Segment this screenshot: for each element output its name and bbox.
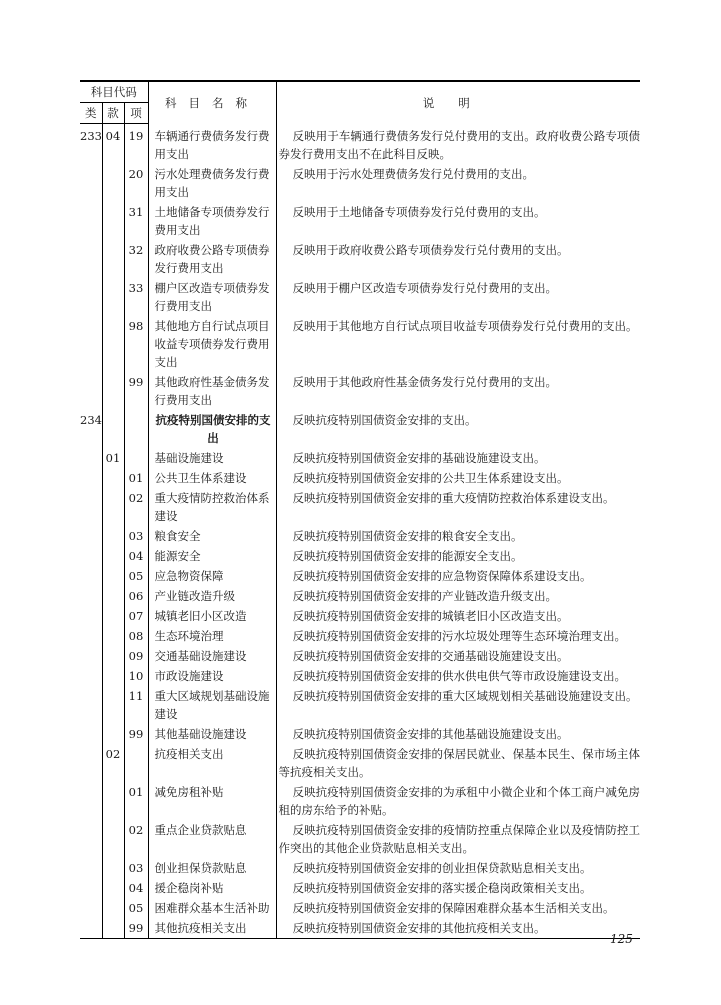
table-row bbox=[80, 820, 640, 858]
lei-code bbox=[80, 626, 102, 646]
subject-name-header: 科目名称 bbox=[148, 81, 276, 124]
subject-description: 反映抗疫特别国债资金安排的基础设施建设支出。 bbox=[292, 450, 546, 465]
kuan-code bbox=[102, 878, 124, 898]
subject-description: 反映抗疫特别国债资金安排的为承租中小微企业和个体工商户减免房租的房东给予的补贴。 bbox=[278, 784, 640, 817]
xiang-code: 01 bbox=[124, 468, 148, 488]
subject-description: 反映用于土地储备专项债券发行兑付费用的支出。 bbox=[292, 204, 546, 219]
table-row bbox=[80, 686, 640, 724]
subject-name: 基础设施建设 bbox=[148, 448, 276, 468]
xiang-code: 10 bbox=[124, 666, 148, 686]
lei-code bbox=[80, 448, 102, 468]
table-row bbox=[80, 744, 640, 782]
subject-description: 反映抗疫特别国债资金安排的支出。 bbox=[292, 412, 477, 427]
xiang-code: 19 bbox=[124, 124, 148, 164]
subject-name: 抗疫相关支出 bbox=[148, 744, 276, 782]
kuan-code bbox=[102, 546, 124, 566]
kuan-code bbox=[102, 782, 124, 820]
xiang-code: 31 bbox=[124, 202, 148, 240]
kuan-code: 04 bbox=[102, 124, 124, 164]
lei-code bbox=[80, 782, 102, 820]
subject-name: 城镇老旧小区改造 bbox=[148, 606, 276, 626]
lei-code bbox=[80, 546, 102, 566]
table-row bbox=[80, 448, 640, 468]
lei-code bbox=[80, 240, 102, 278]
table-row bbox=[80, 410, 640, 448]
lei-code bbox=[80, 744, 102, 782]
subject-name: 市政设施建设 bbox=[148, 666, 276, 686]
kuan-code: 01 bbox=[102, 448, 124, 468]
subject-description: 反映抗疫特别国债资金安排的粮食安全支出。 bbox=[292, 528, 523, 543]
table-row bbox=[80, 566, 640, 586]
subject-name: 公共卫生体系建设 bbox=[148, 468, 276, 488]
kuan-code bbox=[102, 586, 124, 606]
kuan-code bbox=[102, 606, 124, 626]
kuan-code bbox=[102, 278, 124, 316]
subject-name: 其他地方自行试点项目收益专项债券发行费用支出 bbox=[148, 316, 276, 372]
subject-name: 能源安全 bbox=[148, 546, 276, 566]
subject-description: 反映抗疫特别国债资金安排的重大疫情防控救治体系建设支出。 bbox=[292, 490, 615, 505]
kuan-header: 款 bbox=[102, 103, 124, 124]
subject-name: 困难群众基本生活补助 bbox=[148, 898, 276, 918]
subject-description: 反映抗疫特别国债资金安排的产业链改造升级支出。 bbox=[292, 588, 557, 603]
lei-code: 234 bbox=[80, 410, 102, 448]
table-row bbox=[80, 586, 640, 606]
subject-name: 政府收费公路专项债券发行费用支出 bbox=[148, 240, 276, 278]
subject-name: 棚户区改造专项债券发行费用支出 bbox=[148, 278, 276, 316]
lei-code bbox=[80, 202, 102, 240]
subject-name: 其他政府性基金债务发行费用支出 bbox=[148, 372, 276, 410]
xiang-code: 04 bbox=[124, 878, 148, 898]
xiang-code: 03 bbox=[124, 858, 148, 878]
kuan-code bbox=[102, 526, 124, 546]
header-row-top bbox=[80, 81, 640, 103]
subject-description: 反映抗疫特别国债资金安排的能源安全支出。 bbox=[292, 548, 523, 563]
kuan-code bbox=[102, 724, 124, 744]
lei-code bbox=[80, 586, 102, 606]
subject-name: 应急物资保障 bbox=[148, 566, 276, 586]
xiang-code bbox=[124, 410, 148, 448]
lei-code bbox=[80, 488, 102, 526]
lei-code bbox=[80, 566, 102, 586]
table-row bbox=[80, 724, 640, 744]
table-row bbox=[80, 646, 640, 666]
lei-code bbox=[80, 164, 102, 202]
subject-name: 粮食安全 bbox=[148, 526, 276, 546]
xiang-code: 08 bbox=[124, 626, 148, 646]
subject-description: 反映抗疫特别国债资金安排的其他抗疫相关支出。 bbox=[276, 918, 640, 939]
subject-description: 反映抗疫特别国债资金安排的污水垃圾处理等生态环境治理支出。 bbox=[292, 628, 626, 643]
subject-description: 反映用于其他地方自行试点项目收益专项债券发行兑付费用的支出。 bbox=[292, 318, 638, 333]
subject-description: 反映用于棚户区改造专项债券发行兑付费用的支出。 bbox=[292, 280, 557, 295]
kuan-code bbox=[102, 202, 124, 240]
table-row bbox=[80, 124, 640, 164]
subject-description: 反映用于车辆通行费债务发行兑付费用的支出。政府收费公路专项债券发行费用支出不在此科目反映。 bbox=[278, 128, 640, 161]
table-row bbox=[80, 626, 640, 646]
subject-description: 反映抗疫特别国债资金安排的保居民就业、保基本民生、保市场主体等抗疫相关支出。 bbox=[278, 746, 640, 779]
table-row bbox=[80, 278, 640, 316]
kuan-code bbox=[102, 646, 124, 666]
table-row bbox=[80, 918, 640, 939]
kuan-code bbox=[102, 468, 124, 488]
lei-code bbox=[80, 526, 102, 546]
lei-code bbox=[80, 646, 102, 666]
table-row bbox=[80, 858, 640, 878]
xiang-code: 07 bbox=[124, 606, 148, 626]
subject-description: 反映抗疫特别国债资金安排的交通基础设施建设支出。 bbox=[292, 648, 569, 663]
xiang-header: 项 bbox=[124, 103, 148, 124]
table-row bbox=[80, 898, 640, 918]
xiang-code: 02 bbox=[124, 488, 148, 526]
table-row bbox=[80, 526, 640, 546]
kuan-code bbox=[102, 410, 124, 448]
kuan-code bbox=[102, 626, 124, 646]
kuan-code bbox=[102, 164, 124, 202]
lei-code bbox=[80, 878, 102, 898]
xiang-code: 05 bbox=[124, 898, 148, 918]
subject-name: 生态环境治理 bbox=[148, 626, 276, 646]
subject-code-header: 科目代码 bbox=[80, 81, 148, 103]
xiang-code: 98 bbox=[124, 316, 148, 372]
table-row bbox=[80, 164, 640, 202]
subject-name: 抗疫特别国债安排的支出 bbox=[148, 410, 276, 448]
xiang-code: 32 bbox=[124, 240, 148, 278]
kuan-code bbox=[102, 858, 124, 878]
subject-name: 减免房租补贴 bbox=[148, 782, 276, 820]
xiang-code: 11 bbox=[124, 686, 148, 724]
kuan-code bbox=[102, 686, 124, 724]
kuan-code bbox=[102, 240, 124, 278]
subject-name: 其他基础设施建设 bbox=[148, 724, 276, 744]
subject-description: 反映抗疫特别国债资金安排的公共卫生体系建设支出。 bbox=[292, 470, 569, 485]
xiang-code: 99 bbox=[124, 372, 148, 410]
kuan-code bbox=[102, 372, 124, 410]
subject-description: 反映用于污水处理费债务发行兑付费用的支出。 bbox=[292, 166, 534, 181]
xiang-code: 01 bbox=[124, 782, 148, 820]
table-row bbox=[80, 316, 640, 372]
lei-code bbox=[80, 820, 102, 858]
kuan-code bbox=[102, 820, 124, 858]
page-number: 125 bbox=[610, 932, 633, 946]
subject-description: 反映抗疫特别国债资金安排的其他基础设施建设支出。 bbox=[292, 726, 569, 741]
subject-name: 污水处理费债务发行费用支出 bbox=[148, 164, 276, 202]
subject-name: 产业链改造升级 bbox=[148, 586, 276, 606]
table-body bbox=[80, 124, 640, 939]
table-row bbox=[80, 666, 640, 686]
kuan-code bbox=[102, 566, 124, 586]
lei-code bbox=[80, 724, 102, 744]
table-row bbox=[80, 606, 640, 626]
kuan-code bbox=[102, 918, 124, 939]
subject-description: 反映用于政府收费公路专项债券发行兑付费用的支出。 bbox=[292, 242, 569, 257]
subject-name: 车辆通行费债务发行费用支出 bbox=[148, 124, 276, 164]
xiang-code: 06 bbox=[124, 586, 148, 606]
subject-name: 援企稳岗补贴 bbox=[148, 878, 276, 898]
table-row bbox=[80, 782, 640, 820]
subject-name: 重大疫情防控救治体系建设 bbox=[148, 488, 276, 526]
xiang-code: 03 bbox=[124, 526, 148, 546]
table-row bbox=[80, 546, 640, 566]
subject-description: 反映用于其他政府性基金债务发行兑付费用的支出。 bbox=[292, 374, 557, 389]
table-row bbox=[80, 372, 640, 410]
table-row bbox=[80, 468, 640, 488]
lei-code bbox=[80, 898, 102, 918]
subject-description: 反映抗疫特别国债资金安排的应急物资保障体系建设支出。 bbox=[292, 568, 592, 583]
description-header: 说明 bbox=[422, 95, 494, 110]
table-row bbox=[80, 878, 640, 898]
xiang-code bbox=[124, 448, 148, 468]
subject-description: 反映抗疫特别国债资金安排的疫情防控重点保障企业以及疫情防控工作突出的其他企业贷款贴息相关支出。 bbox=[278, 822, 640, 855]
lei-code bbox=[80, 858, 102, 878]
table-row bbox=[80, 202, 640, 240]
table-row bbox=[80, 488, 640, 526]
lei-code: 233 bbox=[80, 124, 102, 164]
xiang-code: 05 bbox=[124, 566, 148, 586]
xiang-code: 33 bbox=[124, 278, 148, 316]
xiang-code: 09 bbox=[124, 646, 148, 666]
table-row bbox=[80, 240, 640, 278]
subject-name: 重大区域规划基础设施建设 bbox=[148, 686, 276, 724]
lei-code bbox=[80, 666, 102, 686]
lei-code bbox=[80, 278, 102, 316]
kuan-code bbox=[102, 488, 124, 526]
xiang-code: 02 bbox=[124, 820, 148, 858]
xiang-code: 20 bbox=[124, 164, 148, 202]
lei-code bbox=[80, 606, 102, 626]
lei-header: 类 bbox=[80, 103, 102, 124]
subject-name: 其他抗疫相关支出 bbox=[148, 918, 276, 939]
xiang-code: 04 bbox=[124, 546, 148, 566]
subject-name: 交通基础设施建设 bbox=[148, 646, 276, 666]
subject-description: 反映抗疫特别国债资金安排的落实援企稳岗政策相关支出。 bbox=[292, 880, 592, 895]
lei-code bbox=[80, 918, 102, 939]
subject-description: 反映抗疫特别国债资金安排的保障困难群众基本生活相关支出。 bbox=[292, 900, 615, 915]
lei-code bbox=[80, 316, 102, 372]
subject-description: 反映抗疫特别国债资金安排的重大区域规划相关基础设施建设支出。 bbox=[292, 688, 638, 703]
subject-name: 土地储备专项债券发行费用支出 bbox=[148, 202, 276, 240]
subject-name: 创业担保贷款贴息 bbox=[148, 858, 276, 878]
kuan-code bbox=[102, 316, 124, 372]
subject-description: 反映抗疫特别国债资金安排的供水供电供气等市政设施建设支出。 bbox=[292, 668, 626, 683]
budget-subject-table bbox=[80, 80, 640, 939]
kuan-code bbox=[102, 666, 124, 686]
xiang-code: 99 bbox=[124, 918, 148, 939]
subject-description: 反映抗疫特别国债资金安排的城镇老旧小区改造支出。 bbox=[292, 608, 569, 623]
lei-code bbox=[80, 468, 102, 488]
lei-code bbox=[80, 372, 102, 410]
xiang-code: 99 bbox=[124, 724, 148, 744]
subject-name: 重点企业贷款贴息 bbox=[148, 820, 276, 858]
kuan-code: 02 bbox=[102, 744, 124, 782]
lei-code bbox=[80, 686, 102, 724]
kuan-code bbox=[102, 898, 124, 918]
subject-description: 反映抗疫特别国债资金安排的创业担保贷款贴息相关支出。 bbox=[292, 860, 592, 875]
xiang-code bbox=[124, 744, 148, 782]
